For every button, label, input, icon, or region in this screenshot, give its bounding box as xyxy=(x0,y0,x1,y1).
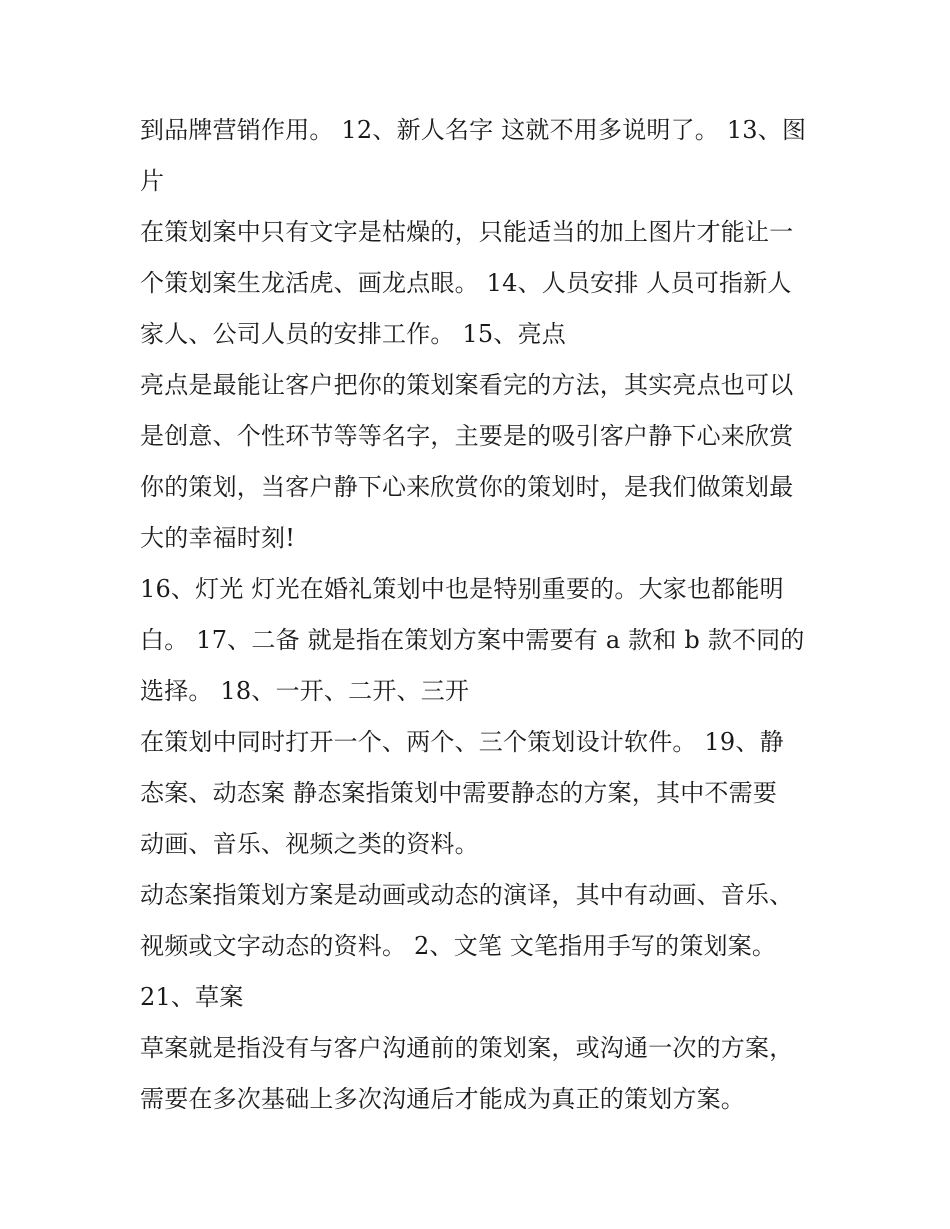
text-line: 需要在多次基础上多次沟通后才能成为真正的策划方案。 xyxy=(140,1085,745,1113)
text-line: 在策划中同时打开一个、两个、三个策划设计软件。 19、静 xyxy=(140,728,784,756)
text-line: 16、灯光 灯光在婚礼策划中也是特别重要的。大家也都能明 xyxy=(140,575,784,603)
text-line: 你的策划，当客户静下心来欣赏你的策划时，是我们做策划最 xyxy=(140,473,794,501)
text-line: 动态案指策划方案是动画或动态的演译，其中有动画、音乐、 xyxy=(140,881,794,909)
text-line: 家人、公司人员的安排工作。 15、亮点 xyxy=(140,320,566,348)
text-line: 大的幸福时刻! xyxy=(140,524,296,552)
document-body xyxy=(140,105,830,1125)
text-line: 态案、动态案 静态案指策划中需要静态的方案，其中不需要 xyxy=(140,779,778,807)
text-line: 片 xyxy=(140,167,165,195)
text-line: 白。 17、二备 就是指在策划方案中需要有 a 款和 b 款不同的 xyxy=(140,626,805,654)
text-line: 到品牌营销作用。 12、新人名字 这就不用多说明了。 13、图 xyxy=(140,116,807,144)
text-line: 选择。 18、一开、二开、三开 xyxy=(140,677,470,705)
text-line: 视频或文字动态的资料。 2、文笔 文笔指用手写的策划案。 xyxy=(140,932,777,960)
text-line: 在策划案中只有文字是枯燥的，只能适当的加上图片才能让一 xyxy=(140,218,794,246)
text-line: 个策划案生龙活虎、画龙点眼。 14、人员安排 人员可指新人 xyxy=(140,269,792,297)
text-line: 21、草案 xyxy=(140,983,244,1011)
text-line: 是创意、个性环节等等名字，主要是的吸引客户静下心来欣赏 xyxy=(140,422,794,450)
text-line: 动画、音乐、视频之类的资料。 xyxy=(140,830,479,858)
text-line: 亮点是最能让客户把你的策划案看完的方法，其实亮点也可以 xyxy=(140,371,794,399)
text-line: 草案就是指没有与客户沟通前的策划案，或沟通一次的方案， xyxy=(140,1034,794,1062)
